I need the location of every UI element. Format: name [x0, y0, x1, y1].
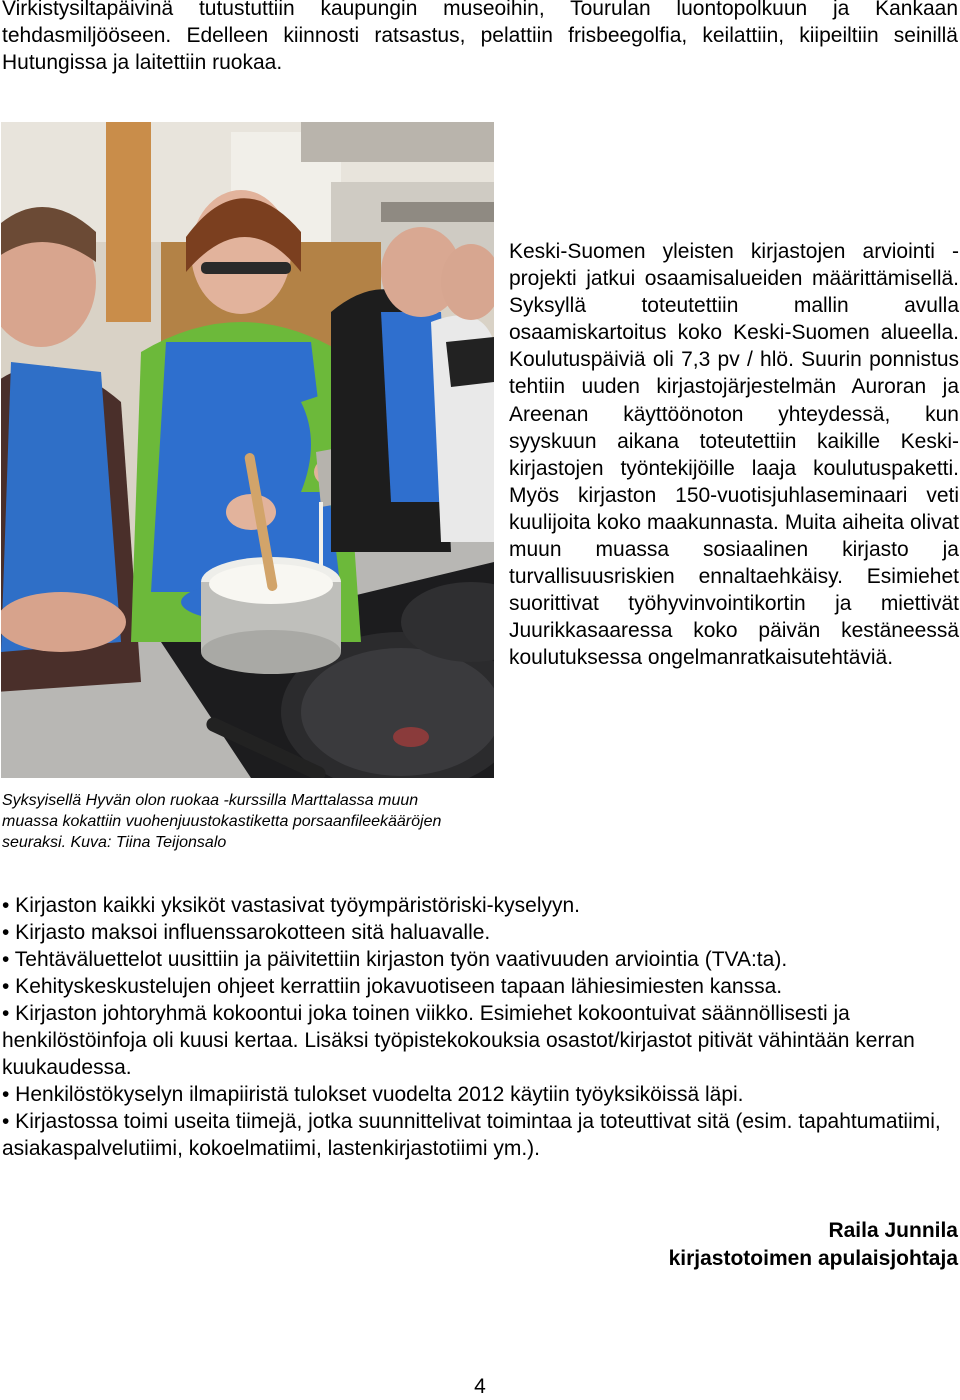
list-item: • Kehityskeskustelujen ohjeet kerrattiin jokavuotiseen tapaan lähiesimiesten kanssa. — [2, 975, 783, 998]
list-item: • Henkilöstökyselyn ilmapiiristä tulokset vuodelta 2012 käytiin työyksiköissä läpi. — [2, 1083, 744, 1106]
projects-paragraph: Keski-Suomen yleisten kirjastojen arviointi -projekti jatkui osaamisalueiden määrittämisellä. Syksyllä toteutettiin mallin avulla osaamiskartoitus koko Keski-Suomen alueella. Koulutuspäiviä oli 7,3 pv / hlö. Suurin ponnistus tehtiin uuden kirjastojärjestelmän Auroran ja Areenan käyttöönoton yhteydessä, kun syyskuun aikana toteutettiin kaikille Keski-kirjastojen työntekijöille laaja koulutuspaketti. Myös kirjaston 150-vuotisjuhlaseminaari veti kuulijoita koko maakunnasta. Muita aiheita olivat muun muassa sosiaalinen kirjasto ja turvallisuusriskien ennaltaehkäisy. Esimiehet suorittivat työhyvinvointikortin ja miettivät Juurikkasaaressa koko päivän kestäneessä koulutuksessa ongelmanratkaisutehtäviä. — [509, 240, 959, 670]
list-item: • Kirjasto maksoi influenssarokotteen sitä haluavalle. — [2, 921, 491, 944]
list-item: • Kirjastossa toimi useita tiimejä, jotka suunnittelivat toimintaa ja toteuttivat sitä (esim. tapahtumatiimi, asiakaspalvelutiimi, kokoelmatiimi, lastenkirjastotiimi ym.). — [2, 1110, 941, 1160]
intro-paragraph: Virkistysiltapäivinä tutustuttiin kaupungin museoihin, Tourulan luontopolkuun ja Kankaan tehdasmiljööseen. Edelleen kiinnosti ratsastus, pelattiin frisbeegolfia, keilattiin, kiipeiltiin seinillä Hutungissa ja laitettiin ruokaa. — [2, 0, 958, 74]
list-item: • Kirjaston kaikki yksiköt vastasivat työympäristöriski-kyselyyn. — [2, 894, 581, 917]
list-item: • Tehtäväluettelot uusittiin ja päivitettiin kirjaston työn vaativuuden arviointia (TVA:ta). — [2, 948, 788, 971]
signature-name: Raila Junnila — [828, 1219, 958, 1242]
list-item: • Kirjaston johtoryhmä kokoontui joka toinen viikko. Esimiehet kokoontuivat säännöllisesti ja henkilöstöinfoja oli kuusi kertaa. Lisäksi työpistekokouksia osastot/kirjastot pitivät vähintään kerran kuukaudessa. — [2, 1002, 915, 1079]
cooking-class-photo — [1, 122, 494, 778]
bullet-list — [2, 892, 958, 1162]
page-number: 4 — [474, 1375, 486, 1398]
photo-caption: Syksyisellä Hyvän olon ruokaa -kurssilla Marttalassa muun muassa kokattiin vuohenjuustokastiketta porsaanfileekääröjen seuraksi. Kuva: Tiina Teijonsalo — [2, 792, 442, 851]
signature-block — [669, 1217, 958, 1273]
signature-title: kirjastotoimen apulaisjohtaja — [668, 1247, 958, 1270]
